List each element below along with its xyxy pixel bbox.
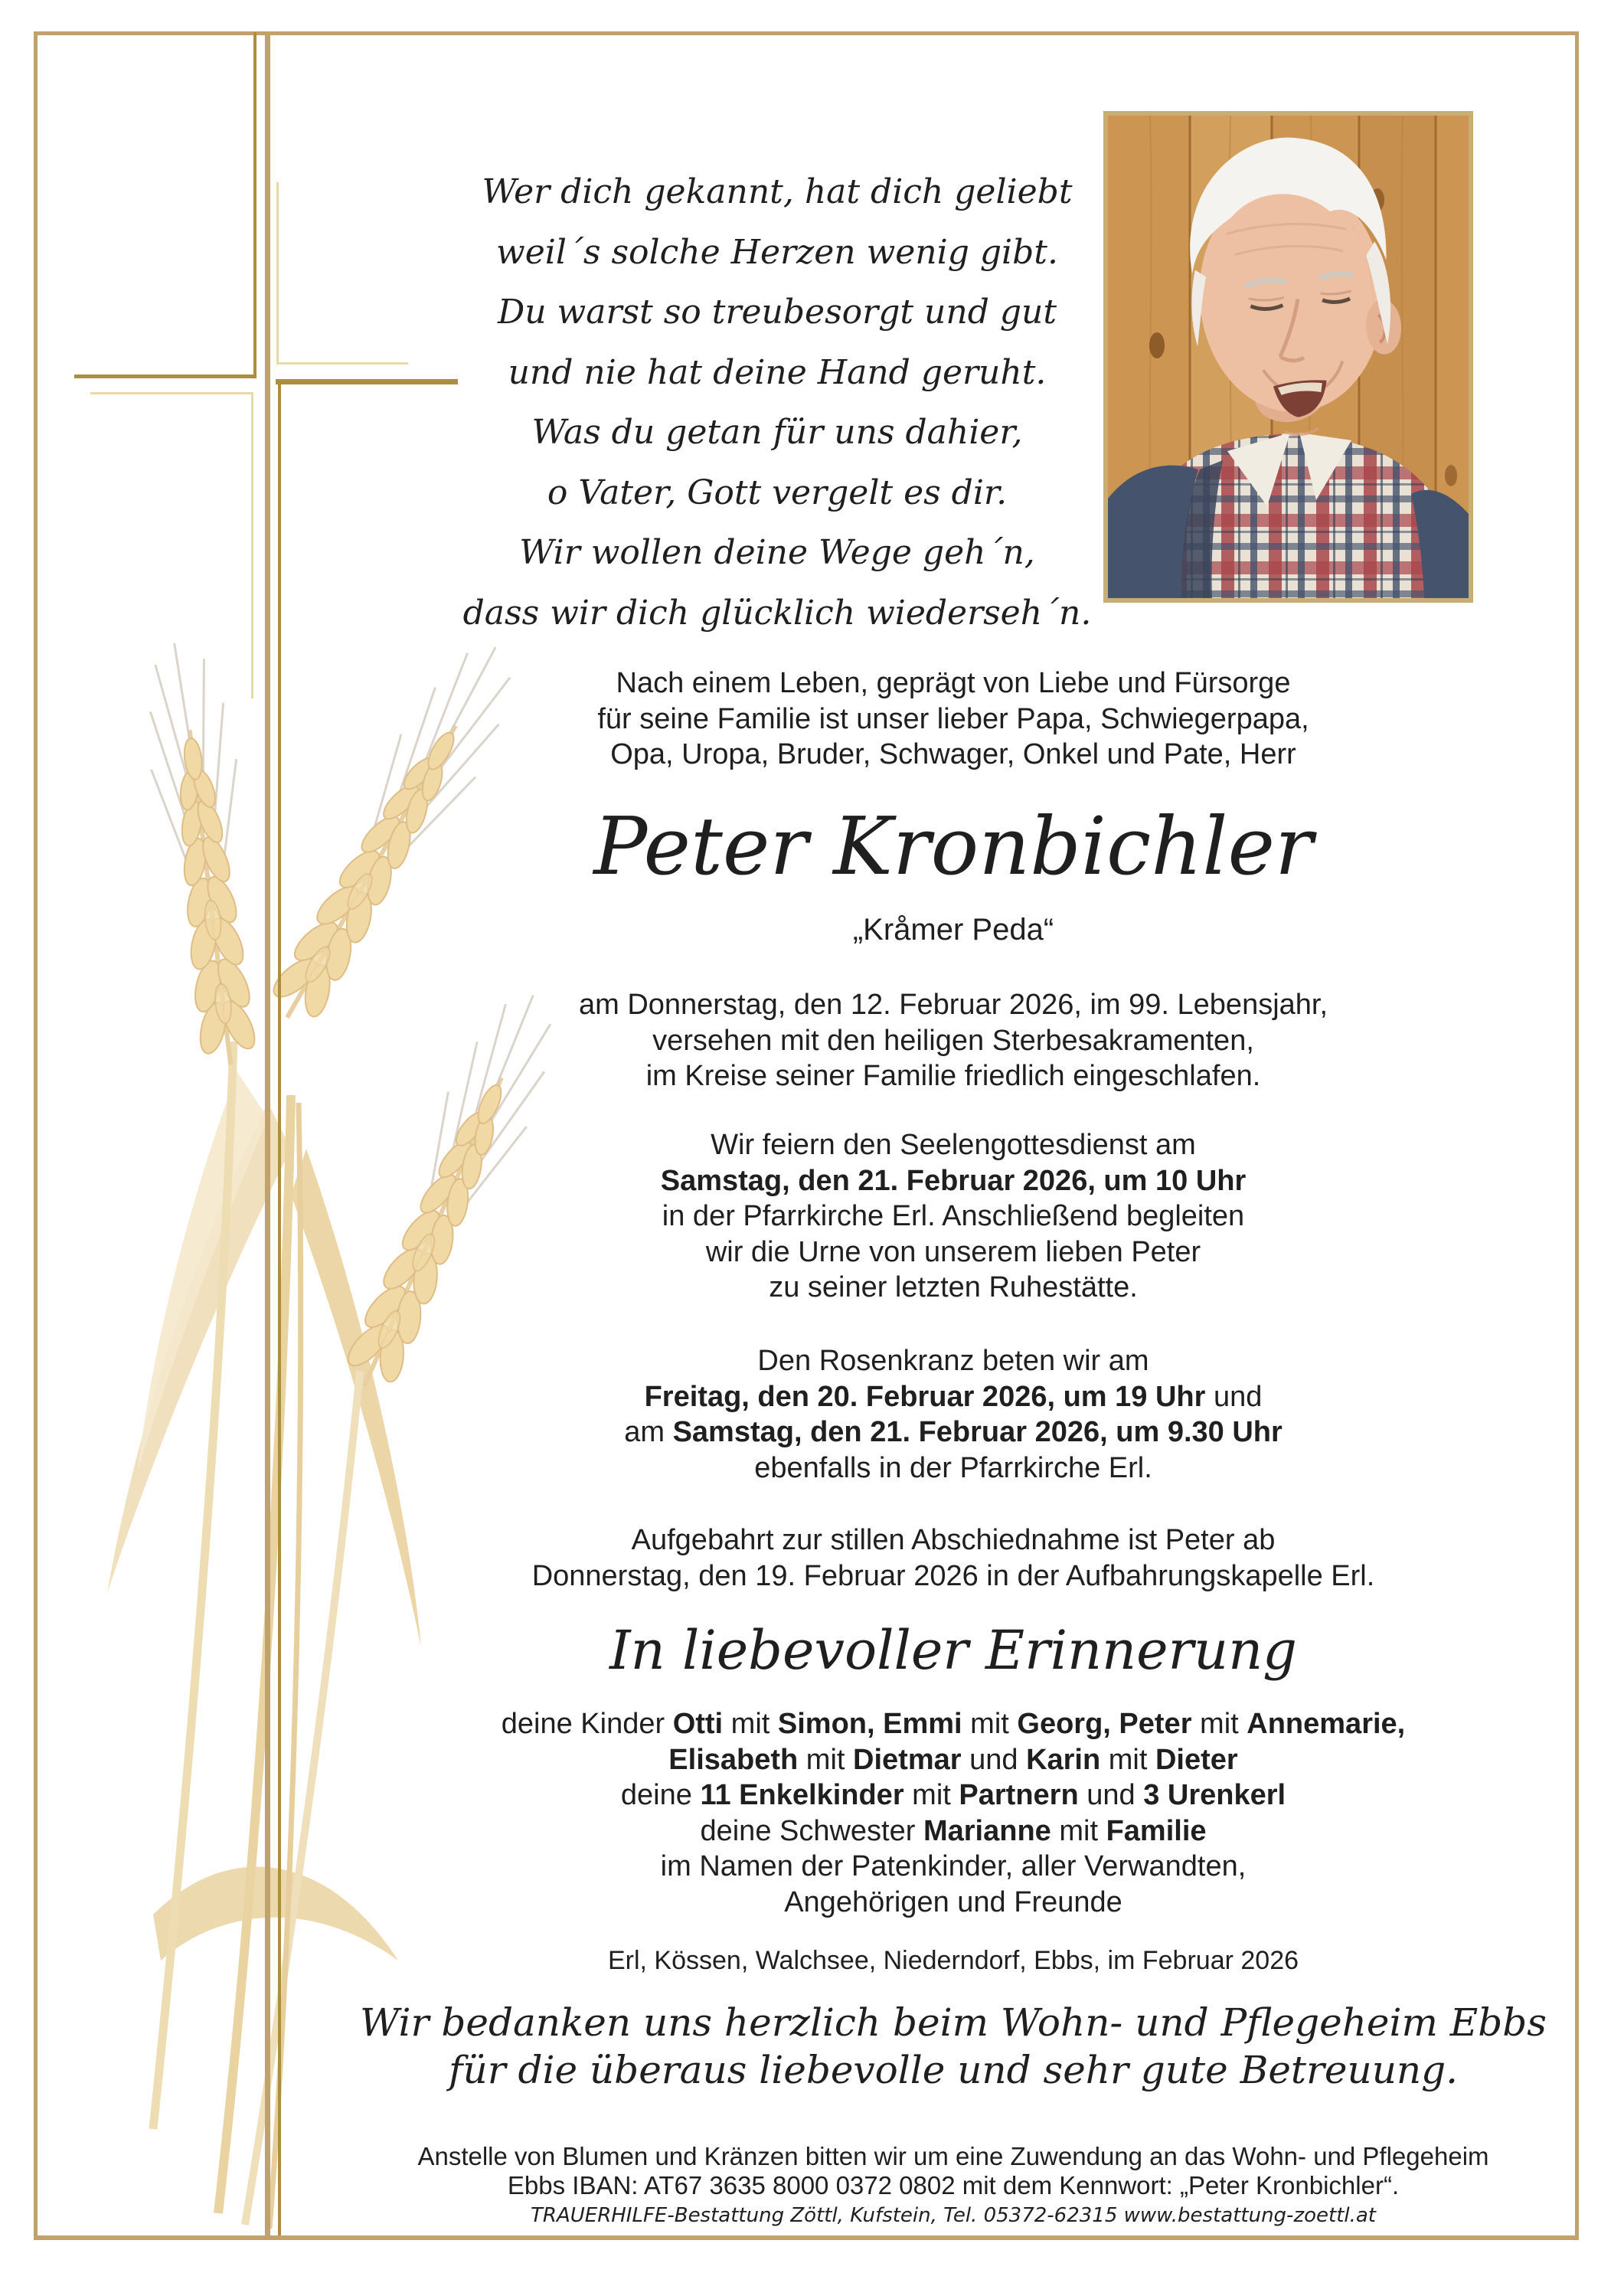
service-details bbox=[329, 1127, 1577, 1306]
cross-vertical-pale-bottom bbox=[251, 392, 253, 698]
poem-line: Wer dich gekannt, hat dich geliebt bbox=[482, 172, 1073, 211]
memorial-poem bbox=[337, 162, 1217, 643]
service-line: Wir feiern den Seelengottesdienst am bbox=[711, 1129, 1196, 1161]
poem-line: weil´s solche Herzen wenig gibt. bbox=[496, 232, 1058, 272]
donation-note bbox=[329, 2142, 1577, 2200]
service-line: wir die Urne von unserem lieben Peter bbox=[705, 1235, 1201, 1268]
family-line: im Namen der Patenkinder, aller Verwandten, bbox=[660, 1850, 1247, 1882]
poem-line: Wir wollen deine Wege geh´n, bbox=[519, 533, 1035, 572]
intro-line: für seine Familie ist unser lieber Papa, Schwiegerpapa, bbox=[597, 702, 1309, 735]
service-line: in der Pfarrkirche Erl. Anschließend begleiten bbox=[662, 1200, 1245, 1232]
intro-line: Opa, Uropa, Bruder, Schwager, Onkel und Pate, Herr bbox=[610, 738, 1296, 770]
rosary-line: am Samstag, den 21. Februar 2026, um 9.30 Uhr bbox=[624, 1416, 1283, 1448]
service-line: Samstag, den 21. Februar 2026, um 10 Uhr bbox=[660, 1164, 1247, 1197]
family-list bbox=[329, 1706, 1577, 1920]
rosary-line: ebenfalls in der Pfarrkirche Erl. bbox=[754, 1451, 1152, 1484]
intro-text bbox=[329, 666, 1577, 773]
family-line: deine Schwester Marianne mit Familie bbox=[700, 1814, 1207, 1847]
family-line: deine 11 Enkelkinder mit Partnern und 3 Urenkerl bbox=[620, 1779, 1286, 1811]
laying-out-line: Donnerstag, den 19. Februar 2026 in der Aufbahrungskapelle Erl. bbox=[531, 1559, 1375, 1592]
rosary-line: Den Rosenkranz beten wir am bbox=[757, 1345, 1149, 1377]
rosary-line: Freitag, den 20. Februar 2026, um 19 Uhr und bbox=[644, 1380, 1263, 1413]
cross-arm-gold-left bbox=[74, 374, 257, 378]
family-line: Angehörigen und Freunde bbox=[784, 1885, 1122, 1918]
cross-arm-pale-left bbox=[90, 392, 253, 394]
death-line: versehen mit den heiligen Sterbesakramenten, bbox=[652, 1024, 1254, 1057]
cross-vertical-stem bbox=[265, 32, 270, 2236]
thanks-line: Wir bedanken uns herzlich beim Wohn- und Pflegeheim Ebbs bbox=[360, 2000, 1547, 2045]
deceased-nickname: „Kråmer Peda“ bbox=[852, 913, 1054, 947]
death-line: im Kreise seiner Familie friedlich eingeschlafen. bbox=[645, 1060, 1261, 1092]
memory-heading: In liebevoller Erinnerung bbox=[609, 1619, 1297, 1682]
poem-line: Was du getan für uns dahier, bbox=[531, 413, 1023, 452]
family-line: deine Kinder Otti mit Simon, Emmi mit Georg, Peter mit Annemarie, bbox=[501, 1708, 1406, 1740]
page-border-left bbox=[34, 31, 38, 2240]
poem-line: dass wir dich glücklich wiederseh´n. bbox=[462, 593, 1092, 633]
donation-line: Ebbs IBAN: AT67 3635 8000 0372 0802 mit dem Kennwort: „Peter Kronbichler“. bbox=[507, 2171, 1400, 2199]
death-line: am Donnerstag, den 12. Februar 2026, im 99. Lebensjahr, bbox=[578, 989, 1328, 1021]
thanks-line: für die überaus liebevolle und sehr gute Betreuung. bbox=[449, 2048, 1458, 2092]
service-line: zu seiner letzten Ruhestätte. bbox=[769, 1271, 1138, 1303]
poem-line: Du warst so treubesorgt und gut bbox=[497, 293, 1057, 332]
cross-vertical-pale-top bbox=[276, 182, 279, 364]
rosary-details bbox=[329, 1343, 1577, 1486]
family-line: Elisabeth mit Dietmar und Karin mit Dieter bbox=[668, 1743, 1238, 1776]
funeral-home-footer: TRAUERHILFE-Bestattung Zöttl, Kufstein, Tel. 05372-62315 www.bestattung-zoettl.at bbox=[531, 2204, 1376, 2227]
thanks-text bbox=[329, 1999, 1577, 2094]
deceased-name: Peter Kronbichler bbox=[593, 800, 1313, 893]
intro-line: Nach einem Leben, geprägt von Liebe und Fürsorge bbox=[616, 667, 1291, 699]
poem-line: und nie hat deine Hand geruht. bbox=[508, 352, 1047, 392]
death-details bbox=[329, 987, 1577, 1094]
cross-vertical-gold-top bbox=[253, 32, 257, 377]
laying-out-details bbox=[329, 1522, 1577, 1594]
places-line: Erl, Kössen, Walchsee, Niederndorf, Ebbs, im Februar 2026 bbox=[607, 1946, 1299, 1975]
poem-line: o Vater, Gott vergelt es dir. bbox=[547, 473, 1008, 512]
cross-vertical-gold-bottom bbox=[278, 379, 281, 2235]
laying-out-line: Aufgebahrt zur stillen Abschiednahme ist Peter ab bbox=[631, 1524, 1276, 1556]
donation-line: Anstelle von Blumen und Kränzen bitten wir um eine Zuwendung an das Wohn- und Pflegeheim bbox=[417, 2142, 1489, 2170]
